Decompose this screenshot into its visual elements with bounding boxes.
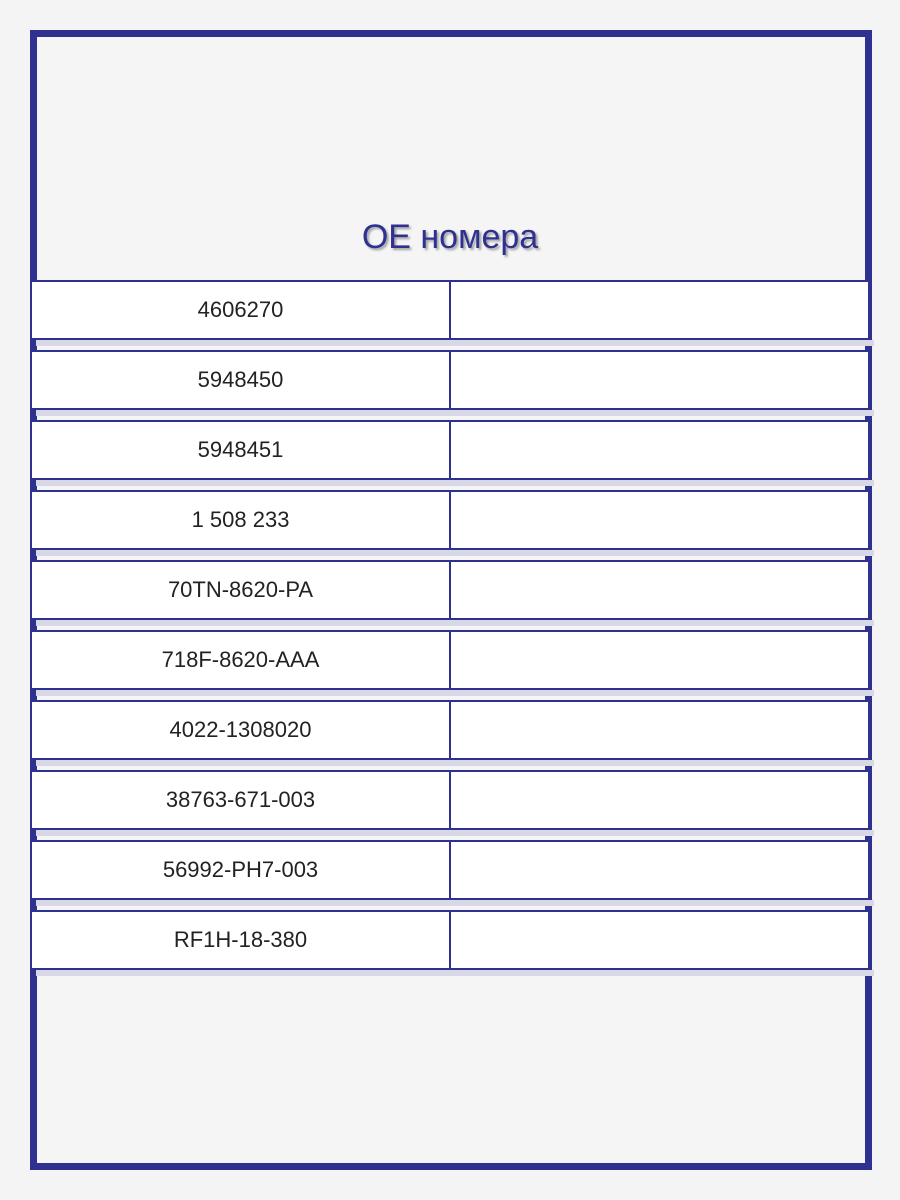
oe-number-cell: 70TN-8620-PA <box>30 560 450 620</box>
page-title: OE номера <box>361 218 539 256</box>
table-row <box>30 770 870 830</box>
empty-cell <box>450 490 870 550</box>
empty-cell <box>450 350 870 410</box>
oe-number-cell: 4606270 <box>30 280 450 340</box>
empty-cell <box>450 770 870 830</box>
empty-cell <box>450 840 870 900</box>
table-row <box>30 350 870 410</box>
oe-numbers-table <box>30 280 870 980</box>
table-row <box>30 700 870 760</box>
oe-number-cell: 718F-8620-AAA <box>30 630 450 690</box>
empty-cell <box>450 700 870 760</box>
table-row <box>30 840 870 900</box>
oe-number-cell: 38763-671-003 <box>30 770 450 830</box>
empty-cell <box>450 560 870 620</box>
oe-number-cell: 5948450 <box>30 350 450 410</box>
table-row <box>30 280 870 340</box>
table-row <box>30 420 870 480</box>
oe-number-cell: RF1H-18-380 <box>30 910 450 970</box>
empty-cell <box>450 280 870 340</box>
empty-cell <box>450 630 870 690</box>
oe-number-cell: 4022-1308020 <box>30 700 450 760</box>
oe-number-cell: 1 508 233 <box>30 490 450 550</box>
empty-cell <box>450 420 870 480</box>
table-row <box>30 560 870 620</box>
table-row <box>30 910 870 970</box>
empty-cell <box>450 910 870 970</box>
table-row <box>30 630 870 690</box>
oe-number-cell: 56992-PH7-003 <box>30 840 450 900</box>
table-row <box>30 490 870 550</box>
oe-number-cell: 5948451 <box>30 420 450 480</box>
